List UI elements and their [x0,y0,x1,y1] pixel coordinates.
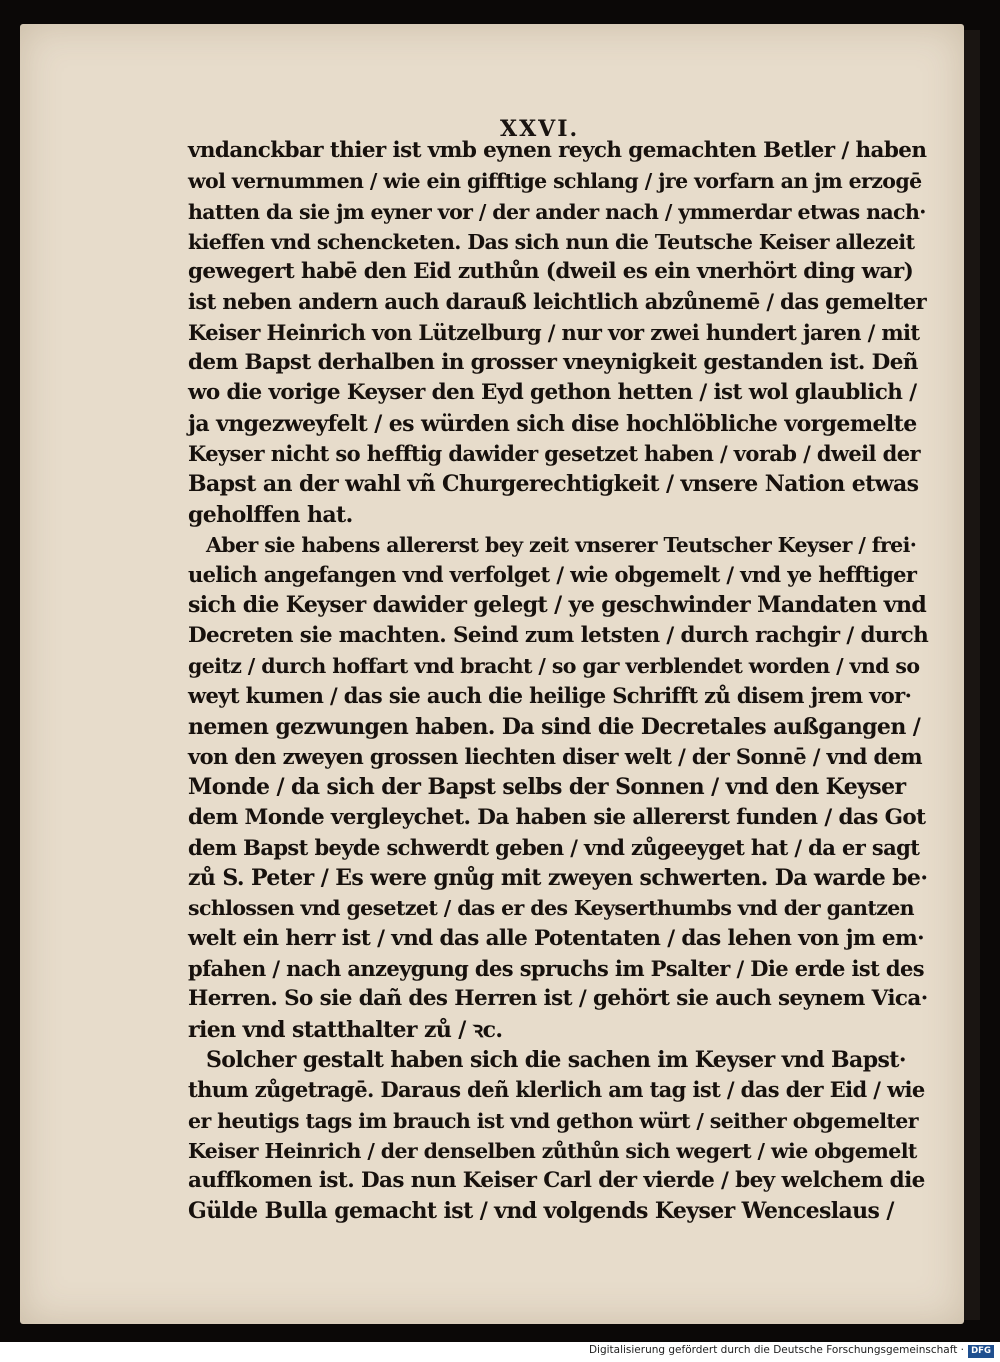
text-line: wo die vorige Keyser den Eyd gethon hetten / ist wol glaublich / [188,380,917,406]
text-line: ist neben andern auch darauß leichtlich abzůnemē / das gemelter [188,289,927,315]
text-line: wol vernummen / wie ein gifftige schlang / jre vorfarn an jm erzogē [188,169,922,194]
text-line: thum zůgetragē. Daraus deñ klerlich am tag ist / das der Eid / wie [188,1077,925,1103]
text-line: von den zweyen grossen liechten diser welt / der Sonnē / vnd dem [188,743,923,769]
text-line: ja vngezweyfelt / es würden sich dise hochlöbliche vorgemelte [188,410,917,437]
text-line: Decreten sie machten. Seind zum letsten / durch rachgir / durch [188,622,929,648]
text-line: Keyser nicht so hefftig dawider gesetzet haben / vorab / dweil der [188,440,920,466]
text-line: Gülde Bulla gemacht ist / vnd volgends Keyser Wenceslaus / [188,1198,894,1225]
text-line: dem Bapst beyde schwerdt geben / vnd zůgeeyget hat / da er sagt [188,834,920,860]
text-line: kieffen vnd schencketen. Das sich nun die Teutsche Keiser allezeit [188,229,915,254]
text-line: welt ein herr ist / vnd das alle Potentaten / das lehen von jm em· [188,925,925,951]
text-line: Solcher gestalt haben sich die sachen im Keyser vnd Bapst· [206,1046,906,1073]
text-line: dem Monde vergleychet. Da haben sie allererst funden / das Got [188,804,926,830]
text-line: geholffen hat. [188,501,353,528]
text-line: Keiser Heinrich von Lützelburg / nur vor zwei hundert jaren / mit [188,319,920,345]
text-line: rien vnd statthalter zů / ꝛc. [188,1016,503,1043]
text-line: Keiser Heinrich / der denselben zůthůn sich wegert / wie obgemelt [188,1138,917,1163]
text-line: sich die Keyser dawider gelegt / ye geschwinder Mandaten vnd [188,592,927,619]
text-line: zů S. Peter / Es were gnůg mit zweyen schwerten. Da warde be· [188,865,928,892]
text-line: pfahen / nach anzeygung des spruchs im Psalter / Die erde ist des [188,956,924,982]
text-line: auffkomen ist. Das nun Keiser Carl der vierde / bey welchem die [188,1168,925,1194]
text-line: schlossen vnd gesetzet / das er des Keyserthumbs vnd der gantzen [188,896,914,921]
text-line: gewegert habē den Eid zuthůn (dweil es ein vnerhört ding war) [188,259,914,285]
text-line: Herren. So sie dañ des Herren ist / gehört sie auch seynem Vica· [188,986,928,1012]
text-line: uelich angefangen vnd verfolget / wie obgemelt / vnd ye hefftiger [188,562,917,588]
text-line: Aber sie habens allererst bey zeit vnserer Teutscher Keyser / frei· [206,532,917,557]
text-block [188,136,928,1227]
text-line: vndanckbar thier ist vmb eynen reych gemachten Betler / haben [188,138,927,163]
folio-number: XXVI. [500,116,580,142]
text-line: er heutigs tags im brauch ist vnd gethon würt / seither obgemelter [188,1108,918,1133]
text-line: nemen gezwungen haben. Da sind die Decretales außgangen / [188,713,921,740]
text-line: dem Bapst derhalben in grosser vneynigkeit gestanden ist. Deñ [188,350,918,376]
text-line: geitz / durch hoffart vnd bracht / so gar verblendet worden / vnd so [188,654,920,679]
footer-credit: Digitalisierung gefördert durch die Deutsche Forschungsgemeinschaft · [588,1344,964,1356]
text-line: Bapst an der wahl vñ Churgerechtigkeit / vnsere Nation etwas [188,471,919,498]
footer-bar [0,1342,1000,1362]
text-line: weyt kumen / das sie auch die heilige Schrifft zů disem jrem vor· [188,683,912,709]
text-line: Monde / da sich der Bapst selbs der Sonnen / vnd den Keyser [188,774,906,801]
dfg-logo: DFG [968,1345,994,1358]
text-line: hatten da sie jm eyner vor / der ander nach / ymmerdar etwas nach· [188,199,926,224]
